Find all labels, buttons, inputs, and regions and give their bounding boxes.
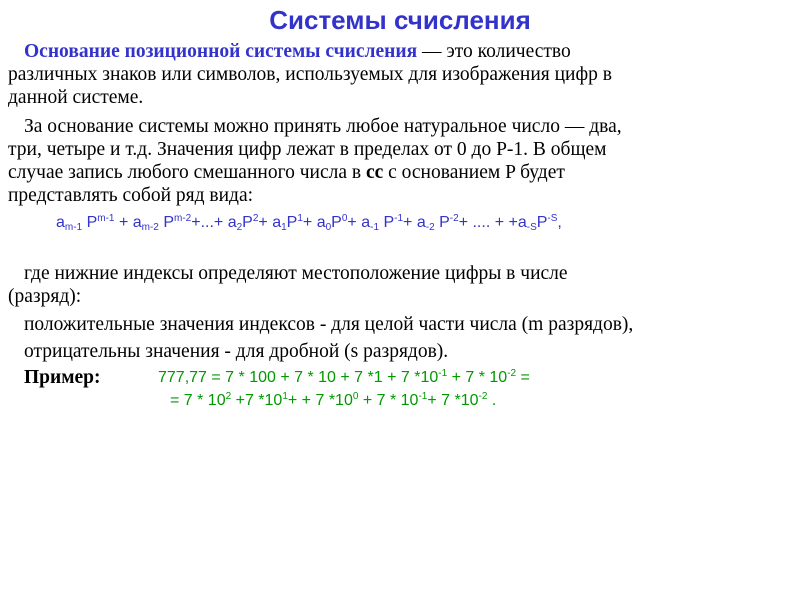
series-formula: $a_{m-1}$ $P^{m-1} + a_{m-2}$ $P^{m-2}+...+ a_2P^2+ a_1P^1+ a_0P^0+ a_{-1}$ $P^{-1}+ a_{-2}$ $P^{-2}+$ .... + $+a_{-S}P^{-S}$, — [56, 213, 562, 233]
definition-line-1 — [24, 40, 571, 63]
base-line-1: За основание системы можно принять любое натуральное число — два, — [24, 116, 622, 137]
example-label-text: Пример — [24, 367, 95, 388]
definition-term: Основание позиционной системы счисления — [24, 41, 418, 62]
base-line-3 — [8, 161, 565, 184]
base-line-3-a: случае запись любого смешанного числа в — [8, 162, 366, 183]
index-line-2: (разряд): — [8, 286, 82, 307]
base-line-3-b: с основанием P будет — [383, 162, 565, 183]
index-line-3: положительные значения индексов - для целой части числа (m разрядов), — [24, 314, 634, 335]
example-label: Пример: — [24, 367, 101, 388]
definition-line-1-rest: — это количество — [417, 41, 571, 62]
index-line-1: где нижние индексы определяют местоположение цифры в числе — [24, 263, 568, 284]
index-line-4: отрицательны значения - для дробной (s разрядов). — [24, 341, 449, 362]
example-line-1: 777,77 = 7 * 100 + 7 * 10 + 7 *1 + 7 $*10^{-1} + 7 * 10^{-2}$ = — [158, 368, 530, 386]
base-line-4: представлять собой ряд вида: — [8, 185, 254, 206]
base-line-3-cc: сс — [365, 162, 384, 183]
example-line-2: = $7 * 10^2 +7$ $*10^1+ + 7$ $*10^0 + 7 * 10^{-1}+ 7$ $*10^{-2}$ . — [170, 391, 497, 409]
base-line-2: три, четыре и т.д. Значения цифр лежат в пределах от 0 до P-1. В общем — [8, 139, 607, 160]
definition-line-3: данной системе. — [8, 87, 144, 108]
definition-line-2: различных знаков или символов, используемых для изображения цифр в — [8, 64, 612, 85]
slide-title: Системы счисления — [269, 5, 531, 35]
